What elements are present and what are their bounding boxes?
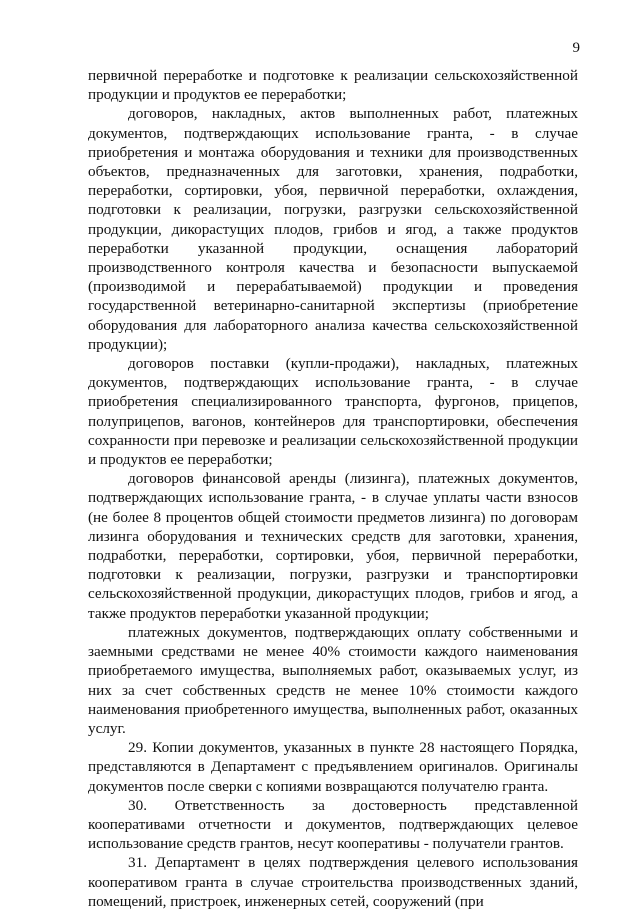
- paragraph-clause-30: 30. Ответственность за достоверность представленной кооперативами отчетности и документов, подтверждающих целевое использование средств грантов, несут кооперативы - получатели грантов.: [88, 796, 578, 853]
- paragraph-continuation: первичной переработке и подготовке к реализации сельскохозяйственной продукции и продуктов ее переработки;: [88, 67, 578, 104]
- paragraph-equipment-documents: договоров, накладных, актов выполненных работ, платежных документов, подтверждающих использование гранта, - в случае приобретения и монтажа оборудования и техники для производственных объектов, предназначенных для заготовки, хранения, подработки, переработки, сортировки, убоя, первичной переработки, охлаждения, подготовки к реализации, погрузки, разгрузки сельскохозяйственной продукции, дикорастущих плодов, грибов и ягод, а также продуктов переработки указанной продукции, оснащения лабораторий производственного контроля качества и безопасности выпускаемой (производимой и перерабатываемой) продукции и проведения государственной ветеринарно-санитарной экспертизы (приобретение оборудования для лабораторного анализа качества сельскохозяйственной продукции);: [88, 105, 578, 353]
- page-number: 9: [572, 40, 580, 56]
- paragraph-clause-29: 29. Копии документов, указанных в пункте 28 настоящего Порядка, представляются в Департамент с предъявлением оригиналов. Оригиналы документов после сверки с копиями возвращаются получателю гранта.: [88, 739, 578, 795]
- paragraph-supply-contracts: договоров поставки (купли-продажи), накладных, платежных документов, подтверждающих использование гранта, - в случае приобретения специализированного транспорта, фургонов, прицепов, полуприцепов, вагонов, контейнеров для транспортировки, обеспечения сохранности при перевозке и реализации сельскохозяйственной продукции и продуктов ее переработки;: [88, 355, 578, 469]
- paragraph-payment-documents: платежных документов, подтверждающих оплату собственными и заемными средствами не менее 40% стоимости каждого наименования приобретаемого имущества, выполняемых работ, оказываемых услуг, из них за счет собственных средств не менее 10% стоимости каждого наименования приобретенного имущества, выполненных работ, оказанных услуг.: [88, 623, 578, 737]
- paragraph-clause-31: 31. Департамент в целях подтверждения целевого использования кооперативом гранта в случае строительства производственных зданий, помещений, пристроек, инженерных сетей, сооружений (при: [88, 854, 578, 910]
- document-body: [88, 66, 578, 911]
- paragraph-leasing-contracts: договоров финансовой аренды (лизинга), платежных документов, подтверждающих использование гранта, - в случае уплаты части взносов (не более 8 процентов общей стоимости предметов лизинга) по договорам лизинга оборудования и технических средств для заготовки, хранения, подработки, переработки, сортировки, убоя, первичной переработки, подготовки к реализации, погрузки, разгрузки и транспортировки сельскохозяйственной продукции, дикорастущих плодов, грибов и ягод, а также продуктов переработки указанной продукции;: [88, 470, 578, 622]
